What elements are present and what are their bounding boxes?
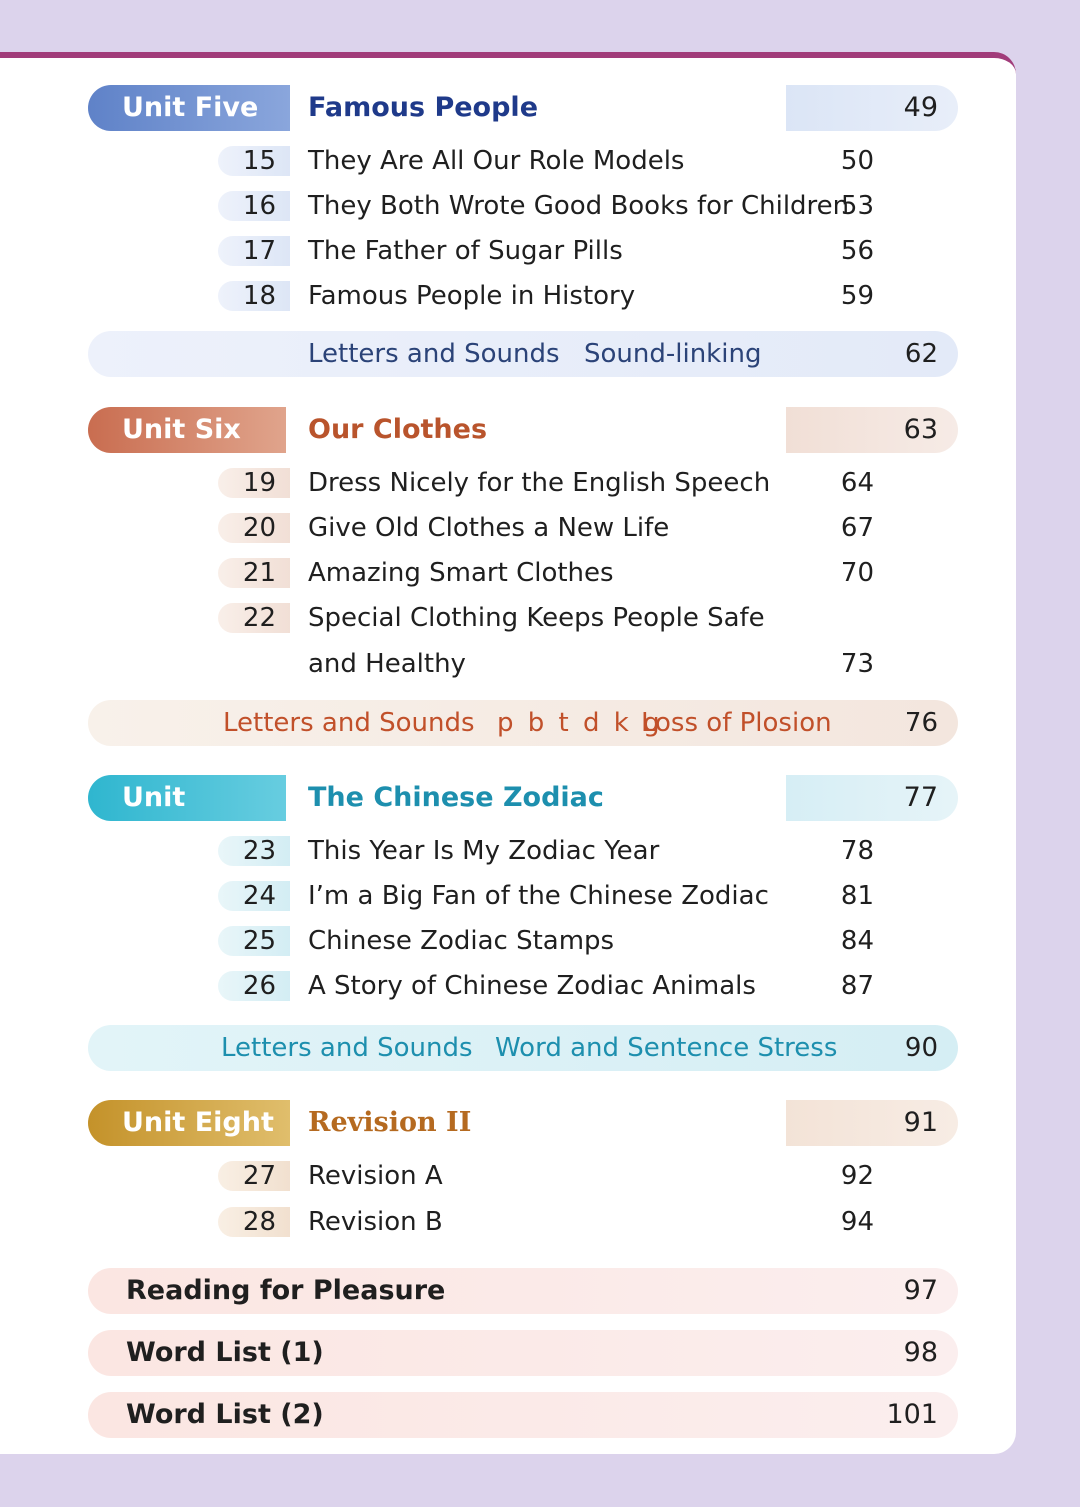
lesson-page: 73 <box>840 649 874 679</box>
lesson-number: 20 <box>218 513 290 543</box>
letters-sounds-letters: p b t d k g <box>497 708 663 738</box>
lesson-title[interactable]: They Are All Our Role Models <box>308 146 685 176</box>
lesson-number: 26 <box>218 971 290 1001</box>
lesson-page: 94 <box>840 1207 874 1237</box>
lesson-number: 16 <box>218 191 290 221</box>
lesson-number: 17 <box>218 236 290 266</box>
lesson-title[interactable]: Dress Nicely for the English Speech <box>308 468 771 498</box>
letters-sounds-page: 62 <box>904 339 938 369</box>
letters-sounds-band[interactable] <box>88 700 958 746</box>
lesson-title[interactable]: Amazing Smart Clothes <box>308 558 614 588</box>
unit-five-title[interactable]: Famous People <box>308 92 539 123</box>
lesson-page: 70 <box>840 558 874 588</box>
unit-seven-label[interactable]: Unit Seven <box>88 775 286 821</box>
lesson-number: 18 <box>218 281 290 311</box>
extra-label: Reading for Pleasure <box>126 1275 446 1306</box>
lesson-number: 28 <box>218 1207 290 1237</box>
lesson-number: 25 <box>218 926 290 956</box>
lesson-title[interactable]: Special Clothing Keeps People Safe <box>308 603 765 633</box>
unit-six-label[interactable]: Unit Six <box>88 407 286 453</box>
lesson-page: 81 <box>840 881 874 911</box>
unit-five-page: 49 <box>786 85 958 131</box>
extra-label: Word List (2) <box>126 1399 324 1430</box>
word-list-2-row[interactable] <box>88 1392 958 1438</box>
extra-page: 97 <box>903 1275 938 1306</box>
lesson-page: 50 <box>840 146 874 176</box>
lesson-page: 87 <box>840 971 874 1001</box>
extra-page: 98 <box>903 1337 938 1368</box>
lesson-number: 21 <box>218 558 290 588</box>
letters-sounds-topic: Loss of Plosion <box>641 708 832 738</box>
lesson-number: 23 <box>218 836 290 866</box>
lesson-title[interactable]: The Father of Sugar Pills <box>308 236 623 266</box>
unit-six-title[interactable]: Our Clothes <box>308 414 488 445</box>
unit-six-page: 63 <box>786 407 958 453</box>
lesson-page: 56 <box>840 236 874 266</box>
lesson-title[interactable]: Revision B <box>308 1207 443 1237</box>
lesson-page: 78 <box>840 836 874 866</box>
letters-sounds-page: 90 <box>904 1033 938 1063</box>
lesson-number: 22 <box>218 603 290 633</box>
letters-sounds-band[interactable] <box>88 331 958 377</box>
letters-sounds-page: 76 <box>904 708 938 738</box>
lesson-page: 92 <box>840 1161 874 1191</box>
unit-five-label[interactable]: Unit Five <box>88 85 290 131</box>
unit-eight-page: 91 <box>786 1100 958 1146</box>
lesson-number: 27 <box>218 1161 290 1191</box>
letters-sounds-label: Letters and Sounds <box>308 339 560 369</box>
lesson-page: 53 <box>840 191 874 221</box>
extra-label: Word List (1) <box>126 1337 324 1368</box>
lesson-title[interactable]: Chinese Zodiac Stamps <box>308 926 615 956</box>
lesson-number: 24 <box>218 881 290 911</box>
lesson-title[interactable]: I’m a Big Fan of the Chinese Zodiac <box>308 881 769 911</box>
letters-sounds-topic: Word and Sentence Stress <box>495 1033 838 1063</box>
unit-seven-title[interactable]: The Chinese Zodiac <box>308 782 604 813</box>
toc-page <box>0 52 1016 1454</box>
letters-sounds-band[interactable] <box>88 1025 958 1071</box>
lesson-page: 64 <box>840 468 874 498</box>
word-list-1-row[interactable] <box>88 1330 958 1376</box>
lesson-title[interactable]: Famous People in History <box>308 281 636 311</box>
lesson-number: 19 <box>218 468 290 498</box>
lesson-title[interactable]: They Both Wrote Good Books for Children <box>308 191 850 221</box>
lesson-title[interactable]: This Year Is My Zodiac Year <box>308 836 660 866</box>
lesson-page: 67 <box>840 513 874 543</box>
letters-sounds-label: Letters and Sounds <box>221 1033 473 1063</box>
lesson-title[interactable]: Revision A <box>308 1161 443 1191</box>
lesson-number: 15 <box>218 146 290 176</box>
extra-page: 101 <box>886 1399 938 1430</box>
reading-for-pleasure-row[interactable] <box>88 1268 958 1314</box>
lesson-page: 59 <box>840 281 874 311</box>
lesson-title-continued[interactable]: and Healthy <box>308 649 466 679</box>
letters-sounds-label: Letters and Sounds <box>223 708 475 738</box>
letters-sounds-topic: Sound-linking <box>584 339 762 369</box>
lesson-title[interactable]: Give Old Clothes a New Life <box>308 513 670 543</box>
unit-eight-label[interactable]: Unit Eight <box>88 1100 290 1146</box>
unit-seven-page: 77 <box>786 775 958 821</box>
lesson-page: 84 <box>840 926 874 956</box>
unit-eight-title[interactable]: Revision II <box>308 1107 472 1138</box>
lesson-title[interactable]: A Story of Chinese Zodiac Animals <box>308 971 756 1001</box>
